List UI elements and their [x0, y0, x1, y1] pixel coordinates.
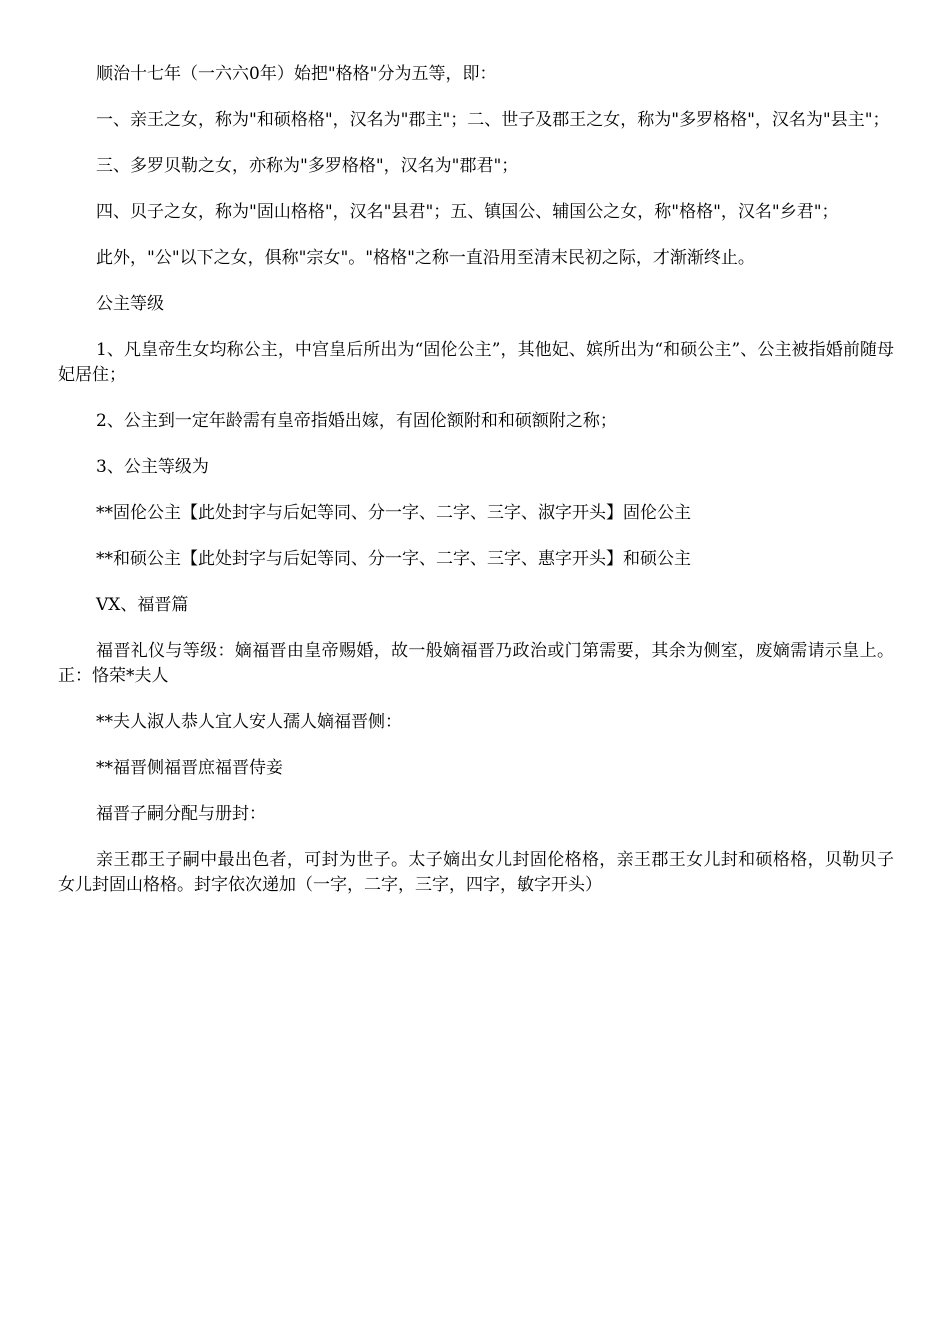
- paragraph-rank-1-2: 一、亲王之女，称为"和硕格格"，汉名为"郡主"；二、世子及郡王之女，称为"多罗格格"，汉名为"县主"；: [96, 110, 890, 130]
- paragraph-rank-3: 三、多罗贝勒之女，亦称为"多罗格格"，汉名为"郡君"；: [96, 156, 519, 176]
- paragraph-fujin-etiquette: 福晋礼仪与等级：嫡福晋由皇帝赐婚，故一般嫡福晋乃政治或门第需要，其余为侧室，废嫡需请示皇上。正：恪荣*夫人: [58, 641, 894, 686]
- paragraph-princess-3: 3、公主等级为: [96, 457, 209, 477]
- paragraph-rank-4-5: 四、贝子之女，称为"固山格格"，汉名"县君"；五、镇国公、辅国公之女，称"格格"，汉名"乡君"；: [96, 202, 839, 222]
- paragraph-gege-five-ranks: 顺治十七年（一六六0年）始把"格格"分为五等，即：: [96, 64, 497, 84]
- paragraph-fujin-titles-1: **夫人淑人恭人宜人安人孺人嫡福晋侧：: [96, 712, 402, 732]
- section-heading-fujin-heirs: 福晋子嗣分配与册封：: [96, 804, 266, 824]
- paragraph-heshuo-princess: **和硕公主【此处封字与后妃等同、分一字、二字、三字、惠字开头】和硕公主: [96, 549, 691, 569]
- paragraph-zongnv: 此外，"公"以下之女，俱称"宗女"。"格格"之称一直沿用至清末民初之际，才渐渐终止。: [96, 248, 755, 268]
- paragraph-fujin-titles-2: **福晋侧福晋庶福晋侍妾: [96, 758, 283, 778]
- paragraph-heirs-conferral: 亲王郡王子嗣中最出色者，可封为世子。太子嫡出女儿封固伦格格，亲王郡王女儿封和硕格格，贝勒贝子女儿封固山格格。封字依次递加（一字，二字，三字，四字，敏字开头）: [58, 850, 894, 895]
- document-body: [58, 62, 894, 919]
- section-heading-fujin: VX、福晋篇: [96, 595, 189, 615]
- paragraph-princess-1: 1、凡皇帝生女均称公主，中宫皇后所出为“固伦公主”，其他妃、嫔所出为“和硕公主”、公主被指婚前随母妃居住；: [58, 340, 894, 385]
- section-heading-princess-ranks: 公主等级: [96, 294, 164, 314]
- paragraph-princess-2: 2、公主到一定年龄需有皇帝指婚出嫁，有固伦额附和和硕额附之称；: [96, 411, 617, 431]
- paragraph-gulun-princess: **固伦公主【此处封字与后妃等同、分一字、二字、三字、淑字开头】固伦公主: [96, 503, 691, 523]
